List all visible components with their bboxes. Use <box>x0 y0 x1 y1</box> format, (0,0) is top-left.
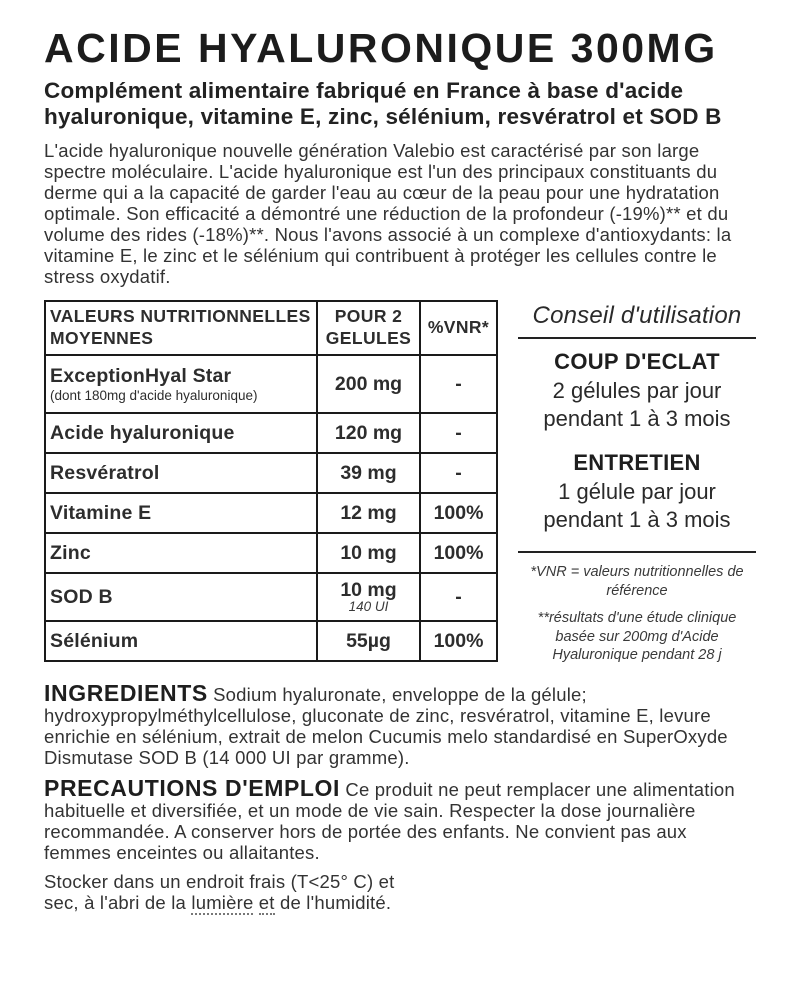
product-subtitle: Complément alimentaire fabriqué en France à base d'acide hyaluronique, vitamine E, zinc, sélénium, resvératrol et SOD B <box>44 77 722 130</box>
table-row <box>45 493 497 533</box>
nutrient-name: SOD B <box>45 573 317 621</box>
header-nutrition-values: VALEURS NUTRITIONNELLES MOYENNES <box>45 301 317 355</box>
vnr-cell: 100% <box>420 533 497 573</box>
nutrient-name: Vitamine E <box>45 493 317 533</box>
vnr-cell: 100% <box>420 621 497 661</box>
table-row <box>45 413 497 453</box>
nutrient-name <box>45 355 317 413</box>
amount-cell: 10 mg <box>317 533 420 573</box>
table-row <box>45 621 497 661</box>
amount-cell: 55µg <box>317 621 420 661</box>
amount-cell: 12 mg <box>317 493 420 533</box>
table-row <box>45 453 497 493</box>
storage-line2-pre: sec, à l'abri de la <box>44 892 192 914</box>
ingredients-section <box>44 680 756 769</box>
header-per-2-capsules: POUR 2 GELULES <box>317 301 420 355</box>
table-and-usage-columns <box>44 300 756 673</box>
nutrition-table-wrap <box>44 300 496 662</box>
program-coup-d-eclat <box>518 349 756 432</box>
nutrient-name-main: ExceptionHyal Star <box>50 364 232 387</box>
nutrient-name: Sélénium <box>45 621 317 661</box>
storage-line2-mid <box>253 892 258 913</box>
amount-cell: 120 mg <box>317 413 420 453</box>
program-dose: 2 gélules par jour <box>552 378 722 403</box>
precautions-heading: PRECAUTIONS D'EMPLOI <box>44 775 341 802</box>
amount-cell <box>317 573 420 621</box>
storage-underlined-word: lumière <box>191 892 254 914</box>
program-dose: 1 gélule par jour <box>558 479 716 504</box>
ingredients-text: Sodium hyaluronate, enveloppe de la gélule; hydroxypropylméthylcellulose, gluconate de zinc, resvératrol, vitamine E, levure enrichie en sélénium, extrait de melon Cucumis melo standardisé en SuperOxyde Dismutase SOD B (14 000 UI par gramme). <box>44 684 728 769</box>
nutrient-name: Acide hyaluronique <box>45 413 317 453</box>
nutrition-table <box>44 300 498 662</box>
storage-text <box>44 871 756 913</box>
storage-line1: Stocker dans un endroit frais (T<25° C) et <box>44 871 395 893</box>
program-entretien <box>518 450 756 533</box>
table-header-row <box>45 301 497 355</box>
vnr-cell: 100% <box>420 493 497 533</box>
precautions-section <box>44 775 756 914</box>
vnr-cell: - <box>420 413 497 453</box>
amount-subvalue: 140 UI <box>348 599 389 615</box>
product-description: L'acide hyaluronique nouvelle génération Valebio est caractérisé par son large spectre moléculaire. L'acide hyaluronique est l'un des principaux constituants du derme qui a la capacité de garder l'eau au cœur de la peau pour une hydratation optimale. Son efficacité a démontré une réduction de la profondeur (-19%)** et du volume des rides (-18%)**. Nous l'avons associé à un complexe d'antioxydants: la vitamine E, le zinc et le sélénium qui contribuent à protéger les cellules contre le stress oxydatif. <box>44 140 732 287</box>
amount-cell: 39 mg <box>317 453 420 493</box>
storage-line2-post: de l'humidité. <box>274 892 392 914</box>
nutrient-name: Resvératrol <box>45 453 317 493</box>
table-row <box>45 533 497 573</box>
ingredients-heading: INGREDIENTS <box>44 680 208 707</box>
page-title: ACIDE HYALURONIQUE 300MG <box>44 25 718 71</box>
program-name: COUP D'ECLAT <box>554 349 720 374</box>
table-row <box>45 573 497 621</box>
vnr-cell: - <box>420 453 497 493</box>
program-name: ENTRETIEN <box>573 450 701 475</box>
storage-line2 <box>44 892 391 915</box>
footnote-clinical-study: **résultats d'une étude clinique basée sur 200mg d'Acide Hyaluronique pendant 28 j <box>537 609 737 664</box>
vnr-cell: - <box>420 355 497 413</box>
usage-panel <box>518 300 756 673</box>
footnote-vnr: *VNR = valeurs nutritionnelles de référence <box>530 564 744 599</box>
nutrient-name: Zinc <box>45 533 317 573</box>
header-vnr: %VNR* <box>420 301 497 355</box>
program-duration: pendant 1 à 3 mois <box>543 506 731 532</box>
usage-heading: Conseil d'utilisation <box>518 302 756 339</box>
usage-divider <box>518 551 756 553</box>
table-row <box>45 355 497 413</box>
precautions-text: Ce produit ne peut remplacer une alimentation habituelle et diversifiée, et un mode de vie sain. Respecter la dose journalière recommandée. A conserver hors de portée des enfants. Ne convient pas aux femmes enceintes ou allaitantes. <box>44 779 735 864</box>
vnr-cell: - <box>420 573 497 621</box>
storage-underlined-word: et <box>258 892 275 914</box>
nutrient-subname: (dont 180mg d'acide hyaluronique) <box>50 387 258 403</box>
program-duration: pendant 1 à 3 mois <box>543 405 731 431</box>
amount-cell: 200 mg <box>317 355 420 413</box>
amount-main: 10 mg <box>340 578 397 601</box>
